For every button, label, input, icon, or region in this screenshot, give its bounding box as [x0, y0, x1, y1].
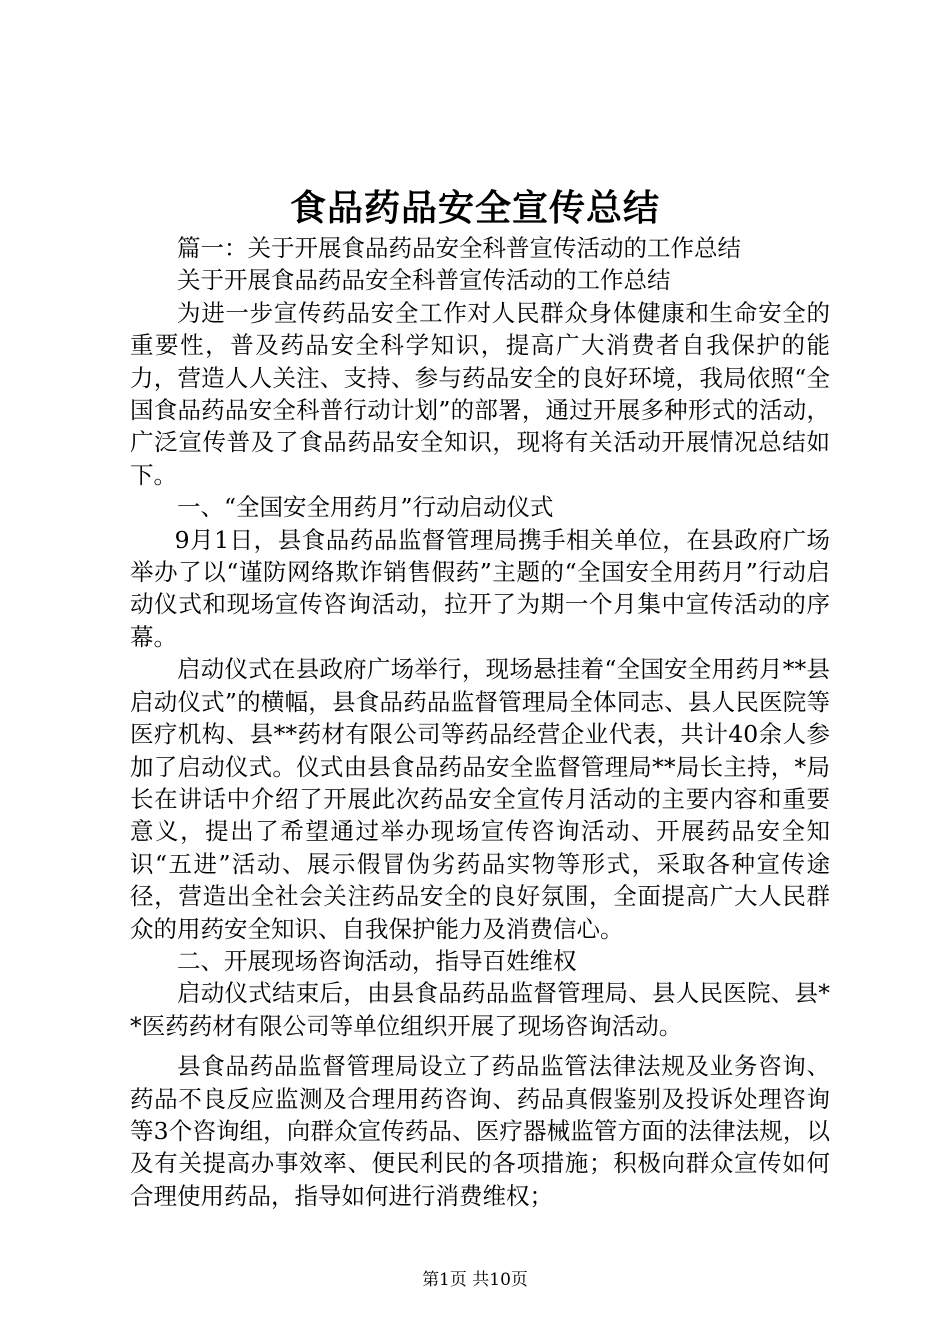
paragraph-intro: 为进一步宣传药品安全工作对人民群众身体健康和生命安全的重要性，普及药品安全科学知识，提高广大消费者自我保护的能力，营造人人关注、支持、参与药品安全的良好环境，我局依照“全国食品药品安全科普行动计划”的部署，通过开展多种形式的活动，广泛宣传普及了食品药品安全知识，现将有关活动开展情况总结如下。: [130, 298, 830, 489]
document-body: [130, 232, 830, 1212]
paragraph-chapter-heading: 篇一：关于开展食品药品安全科普宣传活动的工作总结: [177, 234, 741, 262]
paragraph-ceremony: 启动仪式在县政府广场举行，现场悬挂着“全国安全用药月**县启动仪式”的横幅，县食品药品监督管理局全体同志、县人民医院等医疗机构、县**药材有限公司等药品经营企业代表，共计40余人参加了启动仪式。仪式由县食品药品安全监督管理局**局长主持，*局长在讲话中介绍了开展此次药品安全宣传月活动的主要内容和重要意义，提出了希望通过举办现场宣传咨询活动、开展药品安全知识“五进”活动、展示假冒伪劣药品实物等形式，采取各种宣传途径，营造出全社会关注药品安全的良好氛围，全面提高广大人民群众的用药安全知识、自我保护能力及消费信心。: [130, 655, 830, 943]
page-footer: 第1页 共10页: [422, 1270, 528, 1290]
section-heading-1: 一、“全国安全用药月”行动启动仪式: [177, 493, 554, 522]
section-heading-2: 二、开展现场咨询活动，指导百姓维权: [177, 946, 577, 975]
paragraph-sept-event: 9月1日，县食品药品监督管理局携手相关单位，在县政府广场举办了以“谨防网络欺诈销售假药”主题的“全国安全用药月”行动启动仪式和现场宣传咨询活动，拉开了为期一个月集中宣传活动的序幕。: [130, 525, 830, 651]
paragraph-consultation: 启动仪式结束后，由县食品药品监督管理局、县人民医院、县**医药药材有限公司等单位组织开展了现场咨询活动。: [130, 979, 830, 1040]
document-title: 食品药品安全宣传总结: [289, 187, 660, 229]
paragraph-subtitle: 关于开展食品药品安全科普宣传活动的工作总结: [177, 266, 671, 295]
paragraph-consult-groups: 县食品药品监督管理局设立了药品监管法律法规及业务咨询、药品不良反应监测及合理用药咨询、药品真假鉴别及投诉处理咨询等3个咨询组，向群众宣传药品、医疗器械监管方面的法律法规，以及有关提高办事效率、便民利民的各项措施；积极向群众宣传如何合理使用药品，指导如何进行消费维权；: [130, 1052, 830, 1210]
